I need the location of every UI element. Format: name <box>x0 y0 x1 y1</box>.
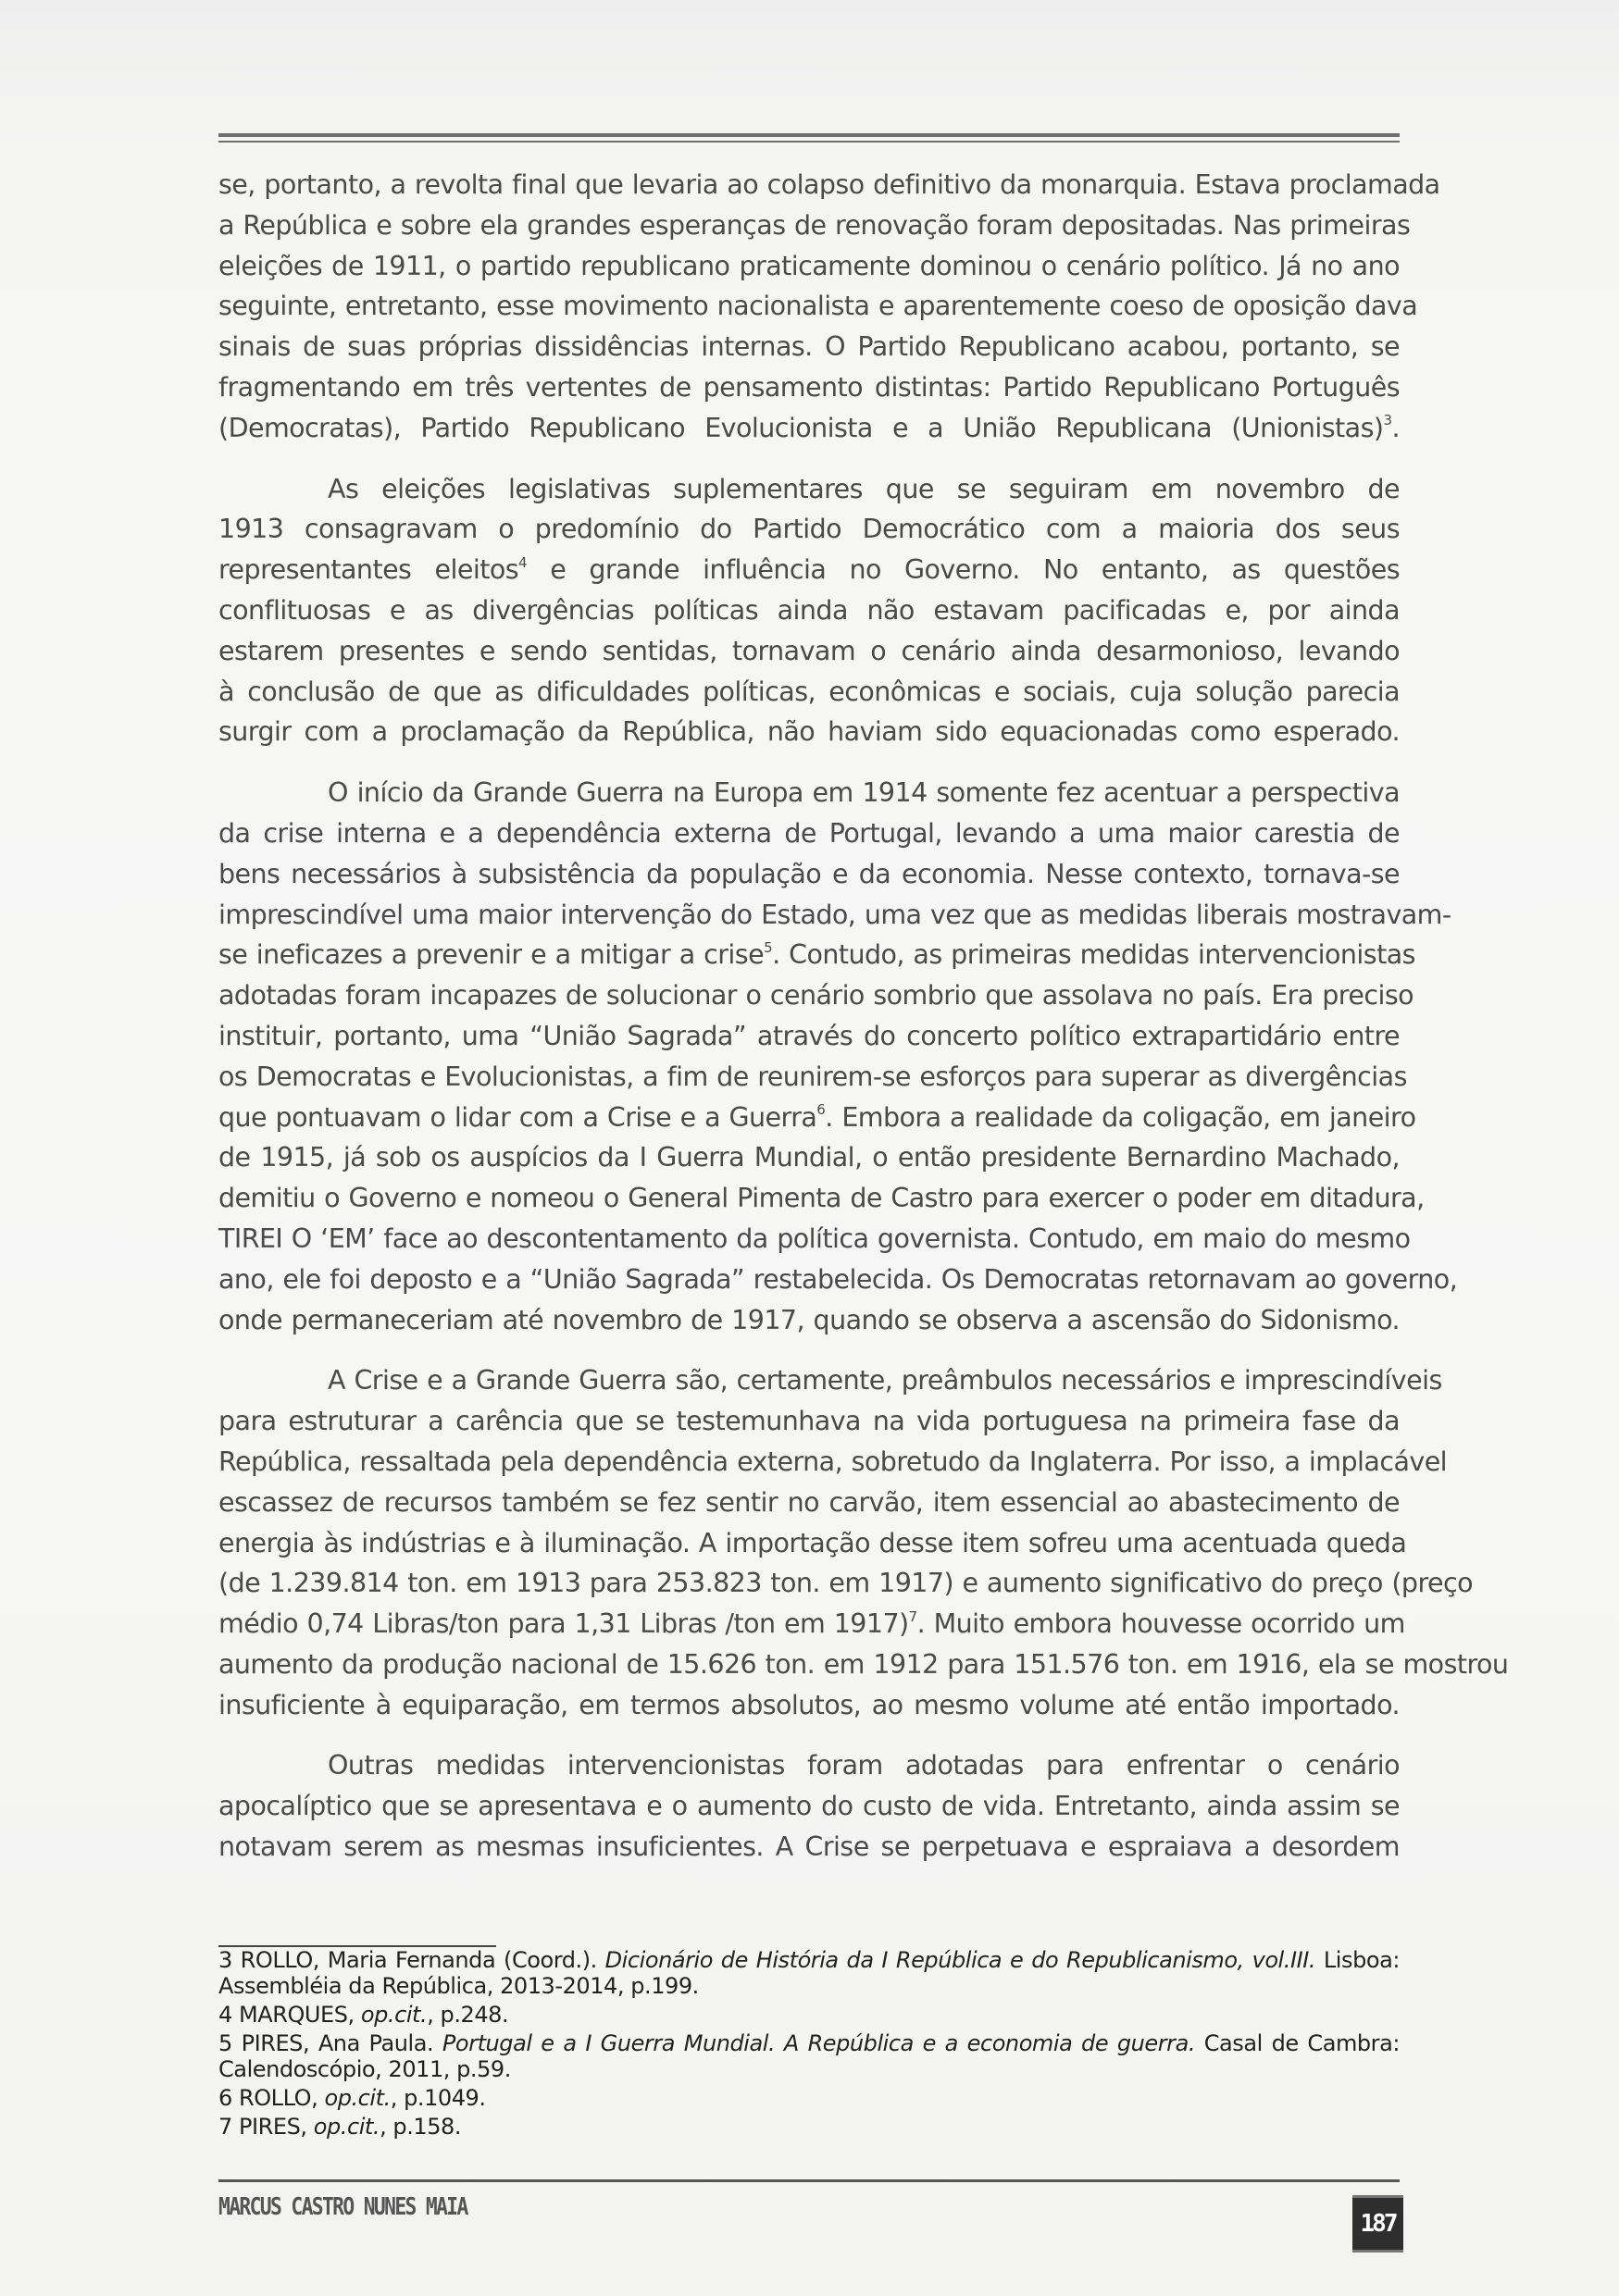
text-line <box>218 1604 1405 1644</box>
text-line: notavam serem as mesmas insuficientes. A Crise se perpetuava e espraiava a desordem <box>218 1831 1400 1863</box>
footnote-3 <box>218 1947 1400 1999</box>
footnote-number: 3 <box>218 1947 232 1973</box>
text-line: se, portanto, a revolta final que levaria ao colapso definitivo da monarquia. Estava proclamada <box>218 169 1440 200</box>
text-line: ano, ele foi deposto e a “União Sagrada” restabelecida. Os Democratas retornavam ao governo, <box>218 1263 1458 1295</box>
footnote-title: Portugal e a I Guerra Mundial. A República e a economia de guerra. <box>442 2030 1196 2056</box>
footnote-line: Assembléia da República, 2013-2014, p.199. <box>218 1973 699 1999</box>
text-line: surgir com a proclamação da República, não haviam sido equacionadas como esperado. <box>218 716 1400 748</box>
text-line: bens necessários à subsistência da população e da economia. Nesse contexto, tornava-se <box>218 858 1400 889</box>
text-line: República, ressaltada pela dependência externa, sobretudo da Inglaterra. Por isso, a implacável <box>218 1446 1448 1477</box>
text-segment: . <box>1391 412 1400 443</box>
text-line: O início da Grande Guerra na Europa em 1914 somente fez acentuar a perspectiva <box>328 777 1400 809</box>
text-line: energia às indústrias e à iluminação. A importação desse item sofreu uma acentuada queda <box>218 1527 1407 1558</box>
text-line <box>218 408 1400 449</box>
footnote-number: 6 <box>218 2085 232 2111</box>
text-line: conflituosas e as divergências políticas ainda não estavam pacificadas e, por ainda <box>218 594 1400 626</box>
footnote-title: op.cit. <box>313 2114 380 2140</box>
header-rule-thin <box>218 141 1400 143</box>
footnote-line <box>218 2030 1400 2056</box>
footnote-author: PIRES, Ana Paula. <box>241 2030 442 2056</box>
text-line: apocalíptico que se apresentava e o aumento do custo de vida. Entretanto, ainda assim se <box>218 1791 1400 1822</box>
text-line: imprescindível uma maior intervenção do Estado, uma vez que as medidas liberais mostravam- <box>218 899 1451 930</box>
footnote-number: 4 <box>218 2002 232 2028</box>
footnote-line <box>218 1947 1400 1973</box>
text-line: 1913 consagravam o predomínio do Partido Democrático com a maioria dos seus <box>218 514 1400 545</box>
footnote-4 <box>218 2002 1400 2028</box>
footnote-ref-4[interactable]: 4 <box>518 553 528 571</box>
paragraph-1 <box>218 165 1440 449</box>
text-line: eleições de 1911, o partido republicano praticamente dominou o cenário político. Já no ano <box>218 250 1400 281</box>
text-line: fragmentando em três vertentes de pensamento distintas: Partido Republicano Português <box>218 371 1400 403</box>
footnote-number: 7 <box>218 2114 232 2140</box>
footnote-number: 5 <box>218 2030 232 2056</box>
text-segment: (Democratas), Partido Republicano Evolucionista e a União Republicana (Unionistas) <box>218 412 1384 443</box>
text-line: seguinte, entretanto, esse movimento nacionalista e aparentemente coeso de oposição dava <box>218 291 1418 322</box>
footnote-author: ROLLO, <box>239 2085 325 2111</box>
text-line: à conclusão de que as dificuldades políticas, econômicas e sociais, cuja solução parecia <box>218 676 1400 707</box>
text-segment: se ineficazes a prevenir e a mitigar a crise <box>218 939 765 971</box>
footnote-rest: Casal de Cambra: <box>1195 2030 1400 2056</box>
footnote-line <box>218 2114 1400 2140</box>
text-line: sinais de suas próprias dissidências internas. O Partido Republicano acabou, portanto, se <box>218 331 1400 363</box>
footnote-rest: , p.1049. <box>390 2085 486 2111</box>
footnote-author: PIRES, <box>239 2114 314 2140</box>
text-line <box>218 935 1415 975</box>
footnote-rest: , p.158. <box>380 2114 462 2140</box>
footnote-title: Dicionário de História da I República e do Republicanismo, vol.III. <box>604 1947 1316 1973</box>
text-line <box>218 1098 1416 1138</box>
text-line: A Crise e a Grande Guerra são, certamente, preâmbulos necessários e imprescindíveis <box>328 1365 1442 1396</box>
footer-author-name: MARCUS CASTRO NUNES MAIA <box>218 2193 467 2221</box>
footnote-line: Calendoscópio, 2011, p.59. <box>218 2056 511 2082</box>
text-segment: e grande influência no Governo. No entanto, as questões <box>527 554 1401 586</box>
text-segment: . Contudo, as primeiras medidas intervencionistas <box>772 939 1415 971</box>
footnote-5 <box>218 2030 1400 2082</box>
text-line: insuficiente à equiparação, em termos absolutos, ao mesmo volume até então importado. <box>218 1689 1400 1720</box>
text-line: aumento da produção nacional de 15.626 ton. em 1912 para 151.576 ton. em 1916, ela se mostrou <box>218 1648 1509 1680</box>
paragraph-4 <box>218 1360 1509 1725</box>
text-line: da crise interna e a dependência externa de Portugal, levando a uma maior carestia de <box>218 817 1400 849</box>
footnote-title: op.cit. <box>324 2085 391 2111</box>
footnote-ref-6[interactable]: 6 <box>816 1101 826 1119</box>
text-line <box>218 550 1400 590</box>
footnotes <box>218 1947 1400 2142</box>
footnote-ref-7[interactable]: 7 <box>908 1607 917 1625</box>
text-line: estarem presentes e sendo sentidas, tornavam o cenário ainda desarmonioso, levando <box>218 635 1400 666</box>
footer-rule <box>218 2179 1400 2182</box>
footnote-ref-3[interactable]: 3 <box>1383 412 1392 429</box>
text-segment: que pontuavam o lidar com a Crise e a Guerra <box>218 1101 817 1133</box>
text-line: TIREI O ‘EM’ face ao descontentamento da política governista. Contudo, em maio do mesmo <box>218 1222 1411 1254</box>
paragraph-5 <box>218 1745 1400 1867</box>
footnote-title: op.cit. <box>360 2002 428 2028</box>
paragraph-2 <box>218 469 1400 753</box>
text-line: de 1915, já sob os auspícios da I Guerra Mundial, o então presidente Bernardino Machado, <box>218 1142 1400 1173</box>
footnote-author: MARQUES, <box>239 2002 361 2028</box>
footnote-rest: , p.248. <box>427 2002 509 2028</box>
body-text <box>218 165 1509 1888</box>
text-line: onde permaneceriam até novembro de 1917, quando se observa a ascensão do Sidonismo. <box>218 1304 1400 1335</box>
page-number: 187 <box>1352 2195 1403 2253</box>
footnote-6 <box>218 2085 1400 2111</box>
text-line: para estruturar a carência que se testemunhava na vida portuguesa na primeira fase da <box>218 1406 1400 1437</box>
text-line: escassez de recursos também se fez sentir no carvão, item essencial ao abastecimento de <box>218 1486 1400 1518</box>
text-segment: representantes eleitos <box>218 554 519 586</box>
footnote-7 <box>218 2114 1400 2140</box>
footnote-line <box>218 2002 1400 2028</box>
text-segment: médio 0,74 Libras/ton para 1,31 Libras /ton em 1917) <box>218 1608 909 1640</box>
text-segment: . Embora a realidade da coligação, em janeiro <box>825 1101 1416 1133</box>
text-line: instituir, portanto, uma “União Sagrada” através do concerto político extrapartidário entre <box>218 1020 1400 1051</box>
footnote-line <box>218 2085 1400 2111</box>
header-rule-thick <box>218 133 1400 137</box>
text-line: a República e sobre ela grandes esperanças de renovação foram depositadas. Nas primeiras <box>218 209 1411 241</box>
paragraph-3 <box>218 773 1458 1340</box>
footnote-rest: Lisboa: <box>1315 1947 1400 1973</box>
text-line: os Democratas e Evolucionistas, a fim de reunirem-se esforços para superar as divergências <box>218 1061 1407 1092</box>
text-line: As eleições legislativas suplementares que se seguiram em novembro de <box>328 473 1400 504</box>
text-line: Outras medidas intervencionistas foram adotadas para enfrentar o cenário <box>328 1750 1400 1781</box>
text-line: (de 1.239.814 ton. em 1913 para 253.823 ton. em 1917) e aumento significativo do preço (preço <box>218 1568 1474 1599</box>
text-line: adotadas foram incapazes de solucionar o cenário sombrio que assolava no país. Era preciso <box>218 980 1414 1011</box>
footnote-ref-5[interactable]: 5 <box>764 938 773 956</box>
text-line: demitiu o Governo e nomeou o General Pimenta de Castro para exercer o poder em ditadura, <box>218 1183 1425 1214</box>
text-segment: . Muito embora houvesse ocorrido um <box>916 1608 1405 1640</box>
footnote-author: ROLLO, Maria Fernanda (Coord.). <box>240 1947 605 1973</box>
